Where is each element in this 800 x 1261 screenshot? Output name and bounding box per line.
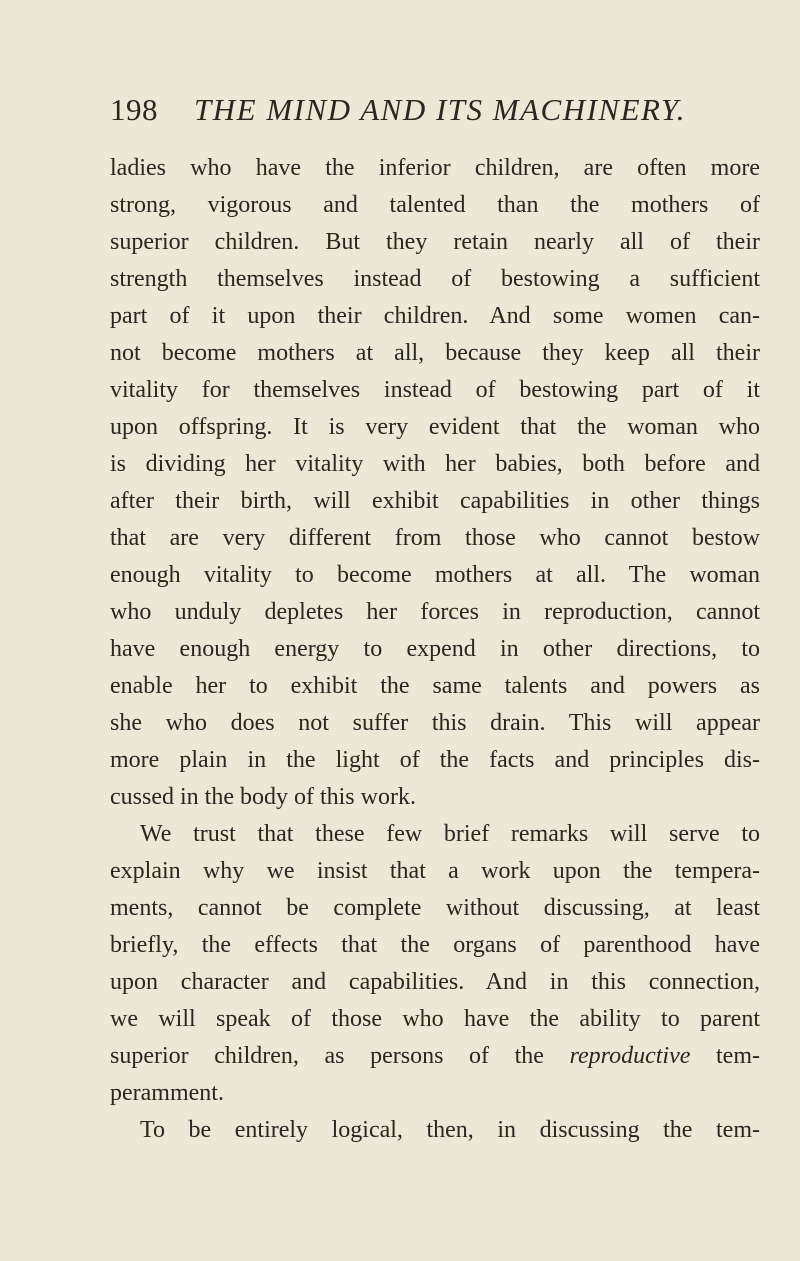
page-number: 198 xyxy=(110,92,158,127)
text-line: ments, cannot be complete without discussing, at least xyxy=(110,895,760,921)
text-line: superior children. But they retain nearly all of their xyxy=(110,229,760,255)
text-line: who unduly depletes her forces in reproduction, cannot xyxy=(110,599,760,625)
text-line-with-emphasis xyxy=(110,1038,760,1075)
text-line: enough vitality to become mothers at all. The woman xyxy=(110,562,760,588)
text-line: is dividing her vitality with her babies, both before and xyxy=(110,451,760,477)
line-start: superior children, as persons of the xyxy=(110,1043,544,1069)
text-line: after their birth, will exhibit capabilities in other things xyxy=(110,488,760,514)
text-line: upon offspring. It is very evident that the woman who xyxy=(110,414,760,440)
text-line: part of it upon their children. And some women can- xyxy=(110,303,760,329)
text-line: strength themselves instead of bestowing a sufficient xyxy=(110,266,760,292)
text-line: ladies who have the inferior children, are often more xyxy=(110,155,760,181)
text-line: we will speak of those who have the ability to parent xyxy=(110,1006,760,1032)
text-line: To be entirely logical, then, in discussing the tem- xyxy=(140,1117,760,1143)
text-line: briefly, the effects that the organs of parenthood have xyxy=(110,932,760,958)
running-title: THE MIND AND ITS MACHINERY. xyxy=(194,92,687,127)
text-line: upon character and capabilities. And in this connection, xyxy=(110,969,760,995)
text-line: We trust that these few brief remarks will serve to xyxy=(140,821,760,847)
text-line: strong, vigorous and talented than the mothers of xyxy=(110,192,760,218)
running-head xyxy=(110,92,750,128)
text-line: not become mothers at all, because they keep all their xyxy=(110,340,760,366)
line-end: tem- xyxy=(716,1043,760,1069)
emphasis-word: reproductive xyxy=(569,1043,691,1069)
text-line: more plain in the light of the facts and principles dis- xyxy=(110,747,760,773)
text-line: that are very different from those who cannot bestow xyxy=(110,525,760,551)
text-line: explain why we insist that a work upon the tempera- xyxy=(110,858,760,884)
text-line: have enough energy to expend in other directions, to xyxy=(110,636,760,662)
text-line: peramment. xyxy=(110,1080,224,1106)
text-line: vitality for themselves instead of bestowing part of it xyxy=(110,377,760,403)
text-line: enable her to exhibit the same talents and powers as xyxy=(110,673,760,699)
text-line: cussed in the body of this work. xyxy=(110,784,416,810)
text-line: she who does not suffer this drain. This will appear xyxy=(110,710,760,736)
